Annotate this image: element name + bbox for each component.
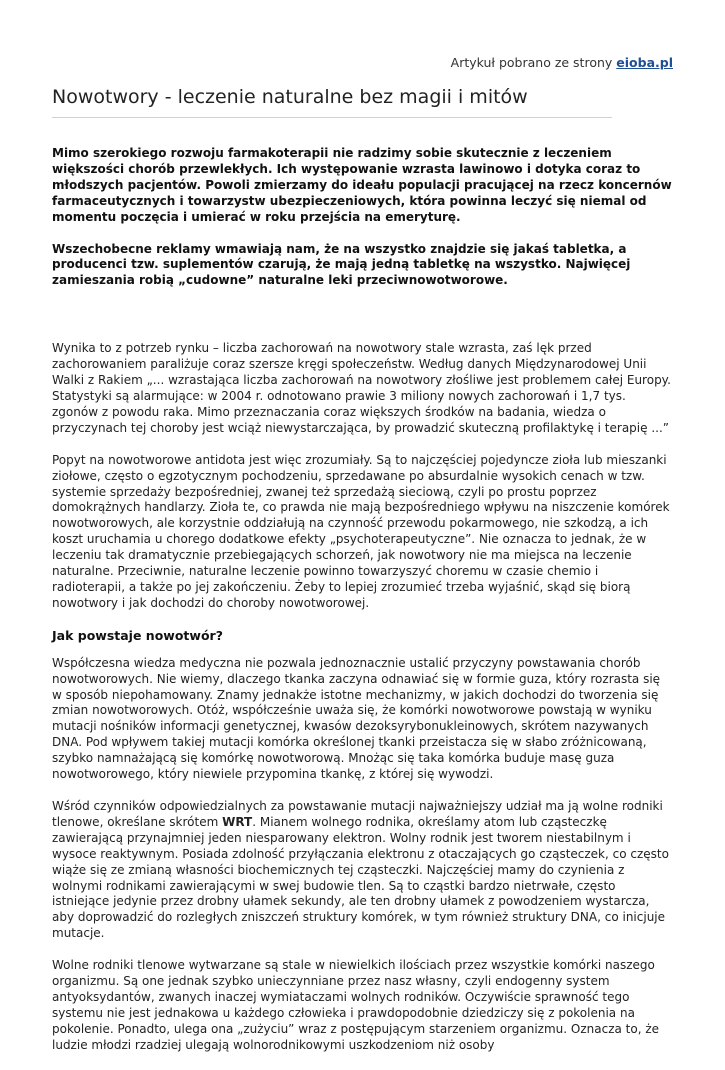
body-paragraph: Wynika to z potrzeb rynku – liczba zachorowań na nowotwory stale wzrasta, zaś lęk przed zachorowaniem paraliżuje coraz szersze kręgi społeczeństw. Według danych Międzynarodowej Unii Walki z Rakiem „... wzrastająca liczba zachorowań na nowotwory złośliwe jest problemem całej Europy. Statystyki są alarmujące: w 2004 r. odnotowano prawie 3 miliony nowych zachorowań i 1,7 tys. zgonów z powodu raka. Mimo przeznaczania coraz większych środków na badania, wiedza o przyczynach tej choroby jest wciąż niewystarczająca, by prowadzić skuteczną profilaktykę i terapię ...” <box>52 341 671 435</box>
article-body <box>52 146 673 1070</box>
source-prefix: Artykuł pobrano ze strony <box>450 55 617 70</box>
title-divider <box>52 117 612 118</box>
body-paragraph: Współczesna wiedza medyczna nie pozwala jednoznacznie ustalić przyczyny powstawania chorób nowotworowych. Nie wiemy, dlaczego tkanka zaczyna odnawiać się w formie guza, który rozrasta się w sposób niepohamowany. Znamy jednakże istotne mechanizmy, w jakich dochodzi do tworzenia się zmian nowotworowych. Otóż, współcześnie uważa się, że komórki nowotworowe powstają w wyniku mutacji nośników informacji genetycznej, kwasów dezoksyrybonukleinowych, skrótem nazywanych DNA. Pod wpływem takiej mutacji komórka określonej tkanki przeistacza się w słabo zróżnicowaną, szybko namnażającą się komórkę nowotworową. Mnożąc się taka komórka buduje masę guza nowotworowego, który niewiele przypomina tkankę, z której się wywodzi. <box>52 655 661 782</box>
source-attribution <box>451 55 673 70</box>
body-paragraph: Popyt na nowotworowe antidota jest więc zrozumiały. Są to najczęściej pojedyncze zioła lub mieszanki ziołowe, często o egzotycznym pochodzeniu, sprzedawane po absurdalnie wysokich cenach w tzw. systemie sprzedaży bezpośredniej, zwanej też sprzedażą sieciową, czyli po prostu poprzez domokrążnych handlarzy. Zioła te, co prawda nie mają bezpośredniego wpływu na niszczenie komórek nowotworowych, ale korzystnie oddziałują na czynność przewodu pokarmowego, nie szkodzą, a ich koszt uruchamia u chorego dodatkowe efekty „psychoterapeutyczne”. Nie oznacza to jednak, że w leczeniu tak dramatycznie przebiegających schorzeń, jak nowotwory nie ma miejsca na leczenie naturalne. Przeciwnie, naturalne leczenie powinno towarzyszyć choremu w czasie chemio i radioterapii, a także po jej zakończeniu. Żeby to lepiej zrozumieć trzeba wyjaśnić, skąd się biorą nowotwory i jak dochodzi do choroby nowotworowej. <box>52 452 670 610</box>
wrt-abbreviation: WRT <box>222 814 253 829</box>
text-run: Wśród czynników odpowiedzialnych za powstawanie mutacji najważniejszy udział ma ją wolne rodniki tlenowe, określane skrótem <box>52 799 663 829</box>
text-run: . Mianem wolnego rodnika, określamy atom lub cząsteczkę zawierającą przynajmniej jeden niesparowany elektron. Wolny rodnik jest tworem niestabilnym i wysoce reaktywnym. Posiada zdolność przyłączania elektronu z otaczających go cząsteczek, co często wiąże się ze zmianą własności biochemicznych tej cząsteczki. Najczęściej mamy do czynienia z wolnymi rodnikami zawierającymi w swej budowie tlen. Są to cząstki bardzo nietrwałe, często istniejące jedynie przez drobny ułamek sekundy, ale ten drobny ułamek z powodzeniem wystarcza, aby doprowadzić do rozległych zniszczeń struktury komórek, w tym również struktury DNA, co inicjuje mutacje. <box>52 814 669 941</box>
body-paragraph <box>52 799 673 942</box>
lead-paragraph: Wszechobecne reklamy wmawiają nam, że na wszystko znajdzie się jakaś tabletka, a producenci tzw. suplementów czarują, że mają jedną tabletkę na wszystko. Najwięcej zamieszania robią „cudowne” naturalne leki przeciwnowotworowe. <box>52 241 631 288</box>
lead-paragraph: Mimo szerokiego rozwoju farmakoterapii nie radzimy sobie skutecznie z leczeniem większości chorób przewlekłych. Ich występowanie wzrasta lawinowo i dotyka coraz to młodszych pacjentów. Powoli zmierzamy do ideału populacji pracującej na rzecz koncernów farmaceutycznych i towarzystw ubezpieczeniowych, która powinna leczyć się niemal od momentu poczęcia i umierać w roku przejścia na emeryturę. <box>52 146 672 224</box>
article-title: Nowotwory - leczenie naturalne bez magii i mitów <box>52 86 528 108</box>
source-link[interactable]: eioba.pl <box>616 55 673 70</box>
section-heading: Jak powstaje nowotwór? <box>52 627 223 643</box>
body-paragraph: Wolne rodniki tlenowe wytwarzane są stale w niewielkich ilościach przez wszystkie komórki naszego organizmu. Są one jednak szybko unieczynniane przez nasz własny, czyli endogenny system antyoksydantów, zwanych inaczej wymiataczami wolnych rodników. Oczywiście sprawność tego systemu nie jest jednakowa u każdego człowieka i prawdopodobnie dziedziczy się z pokolenia na pokolenie. Ponadto, ulega ona „zużyciu” wraz z postępującym starzeniem organizmu. Oznacza to, że ludzie młodzi rzadziej ulegają wolnorodnikowymi uszkodzeniom niż osoby <box>52 958 660 1052</box>
